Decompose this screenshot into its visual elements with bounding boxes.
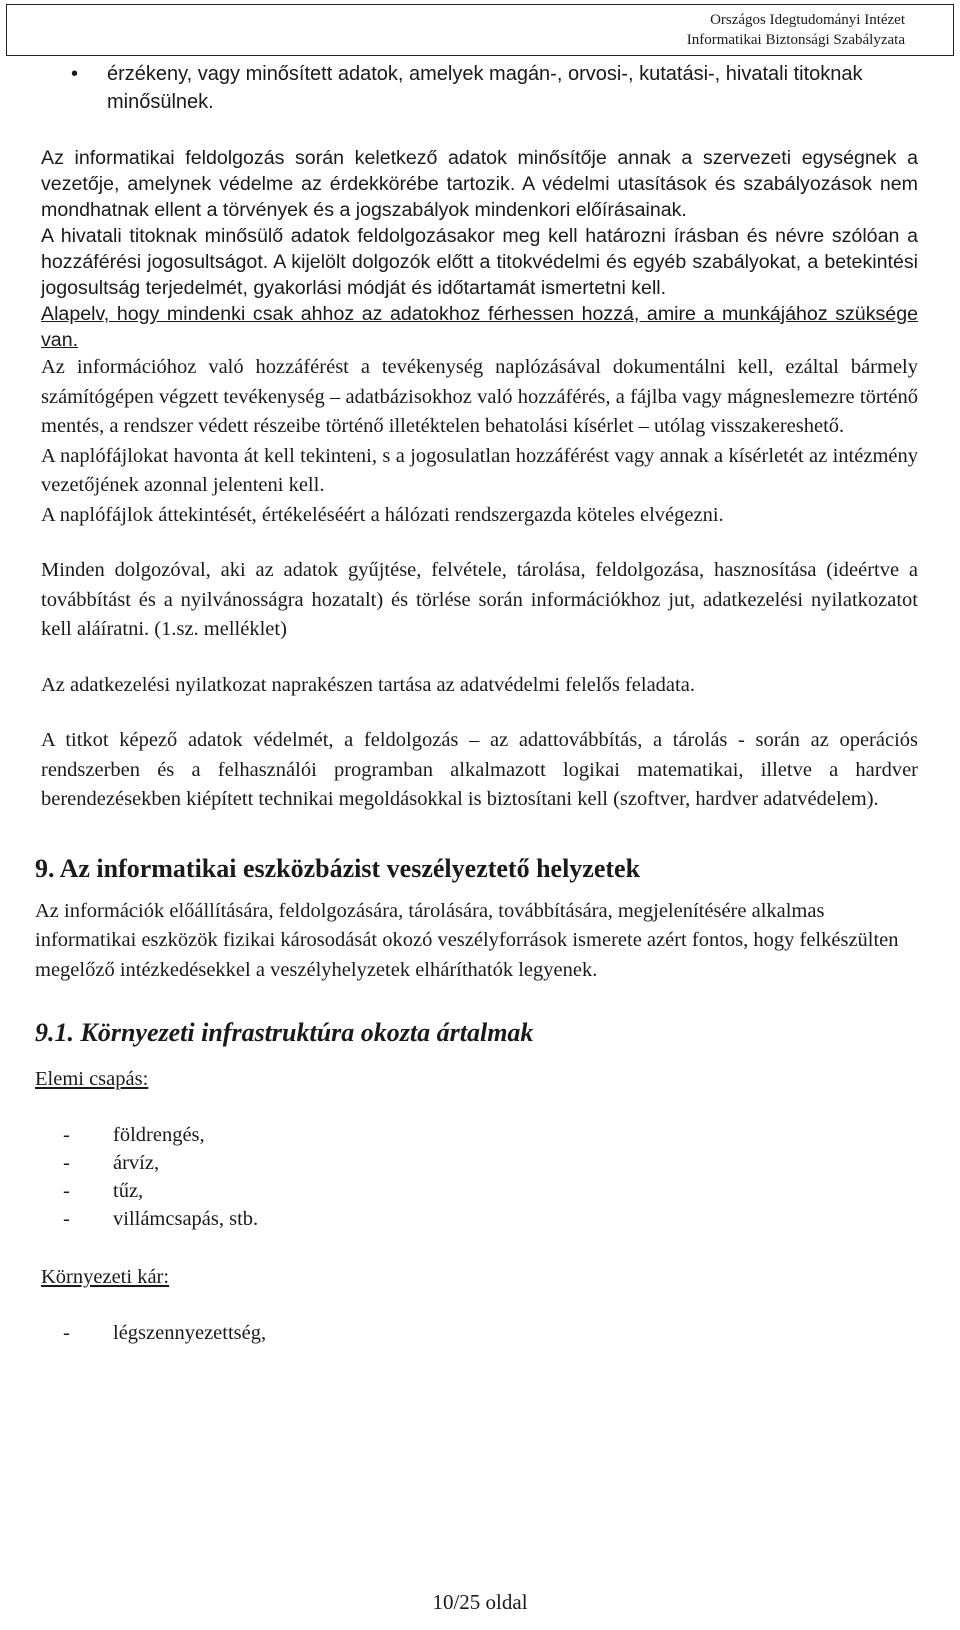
elemi-label: Elemi csapás: [35, 1068, 149, 1090]
list-item: - tűz, [63, 1180, 144, 1202]
kornyezeti-label: Környezeti kár: [41, 1266, 170, 1288]
paragraph: Minden dolgozóval, aki az adatok gyűjtése, felvétele, tárolása, feldolgozása, hasznosítása (ideértve a továbbítást és a nyilvánosságra hozatalt) és törlése során információkhoz jut, adatkezelési nyilatkozatot kell aláíratni. (1.sz. melléklet) [41, 559, 918, 640]
paragraph-text: Az informatikai feldolgozás során keletkező adatok minősítője annak a szervezeti egységnek a vezetője, amelynek védelme az érdekkörébe tartozik. A védelmi utasítások és szabályozások nem mondhatnak ellent a törvények és a jogszabályok mindenkori előírásainak. [41, 147, 918, 221]
list-item: - légszennyezettség, [63, 1322, 267, 1344]
list-item: - villámcsapás, stb. [63, 1208, 259, 1230]
paragraph [41, 145, 918, 223]
list-item: - földrengés, [63, 1124, 205, 1146]
elemi-list [41, 1121, 918, 1233]
paragraph: A titkot képező adatok védelmét, a feldolgozás – az adattovábbítás, a tárolás - során az operációs rendszerben és a felhasználói programban alkalmazott logikai matematikai, illetve a hardver berendezésekben kiépített technikai megoldásokkal is biztosítani kell (szoftver, hardver adatvédelem). [41, 729, 918, 810]
paragraph: A naplófájlokat havonta át kell tekinteni, s a jogosulatlan hozzáférést vagy annak a kísérletét az intézmény vezetőjének azonnal jelenteni kell. [41, 444, 918, 496]
header-institution: Országos Idegtudományi Intézet [710, 12, 905, 28]
paragraph: Az információhoz való hozzáférést a tevékenység naplózásával dokumentálni kell, ezáltal bármely számítógépen végzett tevékenység – adatbázisokhoz való hozzáférés, a fájlba vagy mágneslemezre történő mentés, a rendszer védett részeibe történő illetéktelen behatolási kísérlet – utólag visszakereshető. [41, 356, 918, 437]
kornyezeti-list [41, 1319, 918, 1347]
bullet-item [41, 60, 918, 116]
subsection-heading: 9.1. Környezeti infrastruktúra okozta ártalmak [35, 1018, 534, 1047]
page-body [35, 60, 918, 1347]
bullet-icon: • [71, 63, 79, 85]
page-header [6, 4, 954, 56]
paragraph: A naplófájlok áttekintését, értékeléséért a hálózati rendszergazda köteles elvégezni. [41, 503, 724, 526]
paragraph: A hivatali titoknak minősülő adatok feldolgozásakor meg kell határozni írásban és névre szólóan a hozzáférési jogosultságot. A kijelölt dolgozók előtt a titokvédelmi és egyéb szabályokat, a betekintési jogosultság terjedelmét, gyakorlási módját és időtartamát ismertetni kell. [41, 225, 918, 299]
header-document-title: Informatikai Biztonsági Szabályzata [686, 32, 905, 48]
principle-paragraph: Alapelv, hogy mindenki csak ahhoz az adatokhoz férhessen hozzá, amire a munkájához szüksége van. [41, 303, 918, 351]
page-number: 10/25 oldal [432, 1590, 528, 1614]
paragraph: Az információk előállítására, feldolgozására, tárolására, továbbítására, megjelenítésére alkalmas informatikai eszközök fizikai károsodását okozó veszélyforrások ismerete azért fontos, hogy felkészülten megelőző intézkedésekkel a veszélyhelyzetek elháríthatók legyenek. [35, 899, 899, 981]
section-heading: 9. Az informatikai eszközbázist veszélyeztető helyzetek [35, 853, 641, 883]
paragraph: Az adatkezelési nyilatkozat naprakészen tartása az adatvédelmi felelős feladata. [41, 673, 695, 696]
bullet-text: érzékeny, vagy minősített adatok, amelyek magán-, orvosi-, kutatási-, hivatali titoknak minősülnek. [107, 63, 863, 113]
list-item: - árvíz, [63, 1152, 160, 1174]
